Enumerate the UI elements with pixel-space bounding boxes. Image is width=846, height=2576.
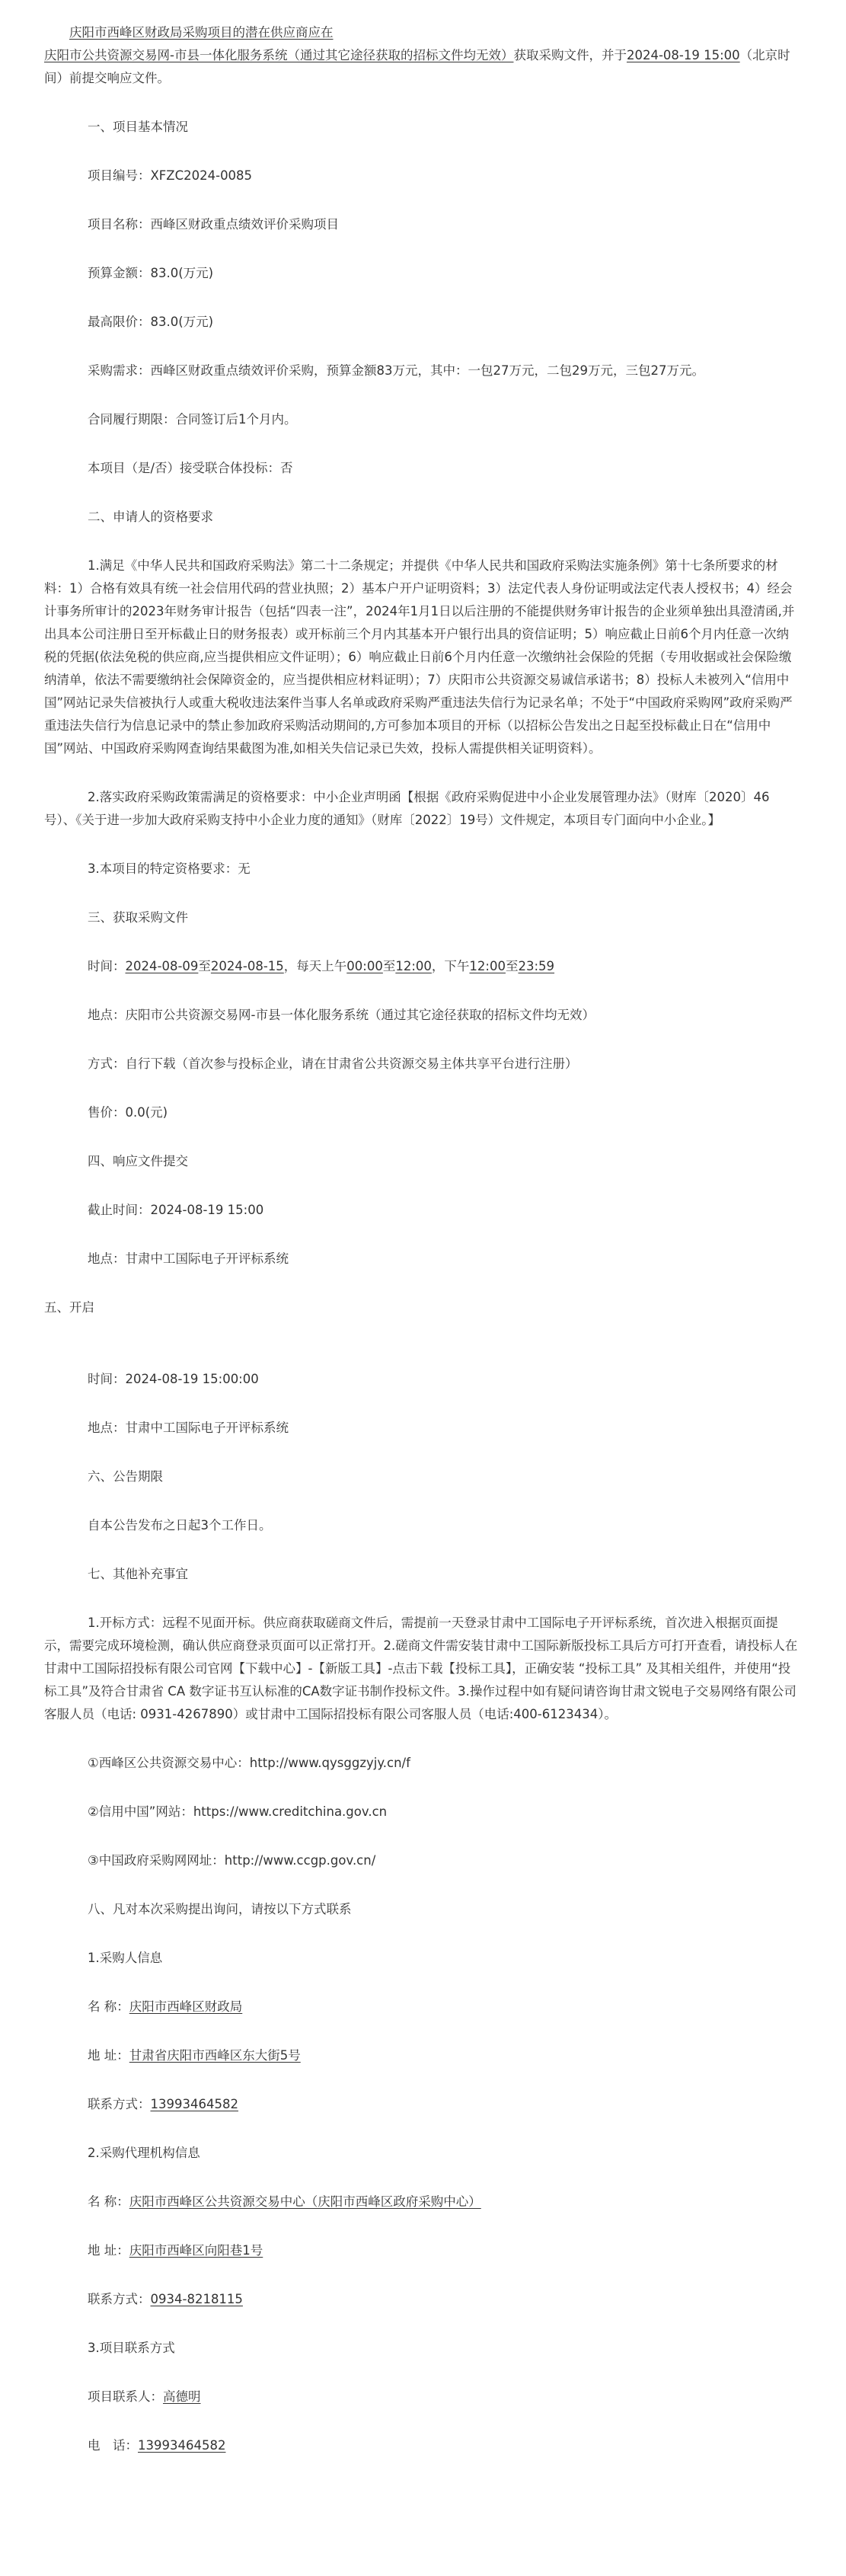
intro-deadline: 2024-08-19 15:00 xyxy=(626,48,740,62)
max-price: 最高限价：83.0(万元) xyxy=(88,315,214,329)
qualification-req-3: 3.本项目的特定资格要求：无 xyxy=(88,861,251,876)
intro-platform-link[interactable]: 庆阳市公共资源交易网-市县一体化服务系统（通过其它途径获取的招标文件均无效） xyxy=(44,48,514,62)
acquire-time: 时间：2024-08-09至2024-08-15，每天上午00:00至12:00，下午12:00至23:59 xyxy=(88,959,555,973)
opening-time: 时间：2024-08-19 15:00:00 xyxy=(88,1372,259,1386)
acquire-method: 方式：自行下载（首次参与投标企业，请在甘肃省公共资源交易主体共享平台进行注册） xyxy=(88,1056,578,1071)
section-2-title: 二、申请人的资格要求 xyxy=(88,510,213,524)
contract-term: 合同履行期限：合同签订后1个月内。 xyxy=(88,412,297,427)
qualification-req-1: 1.满足《中华人民共和国政府采购法》第二十二条规定；并提供《中华人民共和国政府采购法实施条例》第十七条所要求的材料：1）合格有效具有统一社会信用代码的营业执照；2）基本户开户证明资料；3）法定代表人身份证明或法定代表人授权书；4）经会计事务所审计的2023年财务审计报告（包括“四表一注”，2024年1月1日以后注册的不能提供财务审计报告的企业须单独出具澄清函,并出具本公司注册日至开标截止日的财务报表）或开标前三个月内其基本开户银行出具的资信证明；5）响应截止日前6个月内任意一次纳税的凭据(依法免税的供应商,应当提供相应文件证明）；6）响应截止日前6个月内任意一次缴纳社会保险的凭据（专用收据或社会保险缴纳清单，依法不需要缴纳社会保障资金的，应当提供相应材料证明）；7）庆阳市公共资源交易诚信承诺书；8）投标人未被列入“信用中国”网站记录失信被执行人或重大税收违法案件当事人名单或政府采购严重违法失信行为记录名单；不处于“中国政府采购网”政府采购严重违法失信行为信息记录中的禁止参加政府采购活动期间的,方可参加本项目的开标（以招标公告发出之日起至投标截止日在“信用中国”网站、中国政府采购网查询结果截图为准,如相关失信记录已失效，投标人需提供相关证明资料）。 xyxy=(44,558,795,756)
supplement-text: 1.开标方式：远程不见面开标。供应商获取磋商文件后，需提前一天登录甘肃中工国际电子开评标系统，首次进入根据页面提示，需要完成环境检测，确认供应商登录页面可以正常打开。2.磋商文件需安装甘肃中工国际新版投标工具后方可打开查看，请投标人在甘肃中工国际招投标有限公司官网【下载中心】-【新版工具】-点击下载【投标工具】，正确安装 “投标工具” 及其相关组件，并使用“投标工具”及符合甘肃省 CA 数字证书互认标准的CA数字证书制作投标文件。3.操作过程中如有疑问请咨询甘肃文锐电子交易网络有限公司客服人员（电话: 0931-4267890）或甘肃中工国际招投标有限公司客服人员（电话:400-6123434）。 xyxy=(44,1616,798,1721)
buyer-phone: 联系方式：13993464582 xyxy=(88,2097,238,2111)
intro-purchaser: 庆阳市西峰区财政局采购项目的潜在供应商应在 xyxy=(69,25,334,40)
submission-deadline: 截止时间：2024-08-19 15:00 xyxy=(88,1203,264,1217)
budget-amount: 预算金额：83.0(万元) xyxy=(88,266,214,280)
purchase-requirement: 采购需求：西峰区财政重点绩效评价采购，预算金额83万元，其中：一包27万元，二包29万元，三包27万元。 xyxy=(88,363,704,378)
contact-person: 项目联系人：高德明 xyxy=(88,2389,201,2404)
project-number: 项目编号：XFZC2024-0085 xyxy=(88,168,253,183)
qualification-req-2: 2.落实政府采购政策需满足的资格要求：中小企业声明函【根据《政府采购促进中小企业发展管理办法》（财库〔2020〕46号）、《关于进一步加大政府采购支持中小企业力度的通知》（财库〔2022〕19号）文件规定，本项目专门面向中小企业。】 xyxy=(44,790,770,827)
agent-address: 地 址：庆阳市西峰区向阳巷1号 xyxy=(88,2243,263,2258)
link-credit-china[interactable]: ②信用中国”网站：https://www.creditchina.gov.cn xyxy=(88,1804,388,1819)
project-name: 项目名称：西峰区财政重点绩效评价采购项目 xyxy=(88,217,339,232)
consortium-accepted: 本项目（是/否）接受联合体投标：否 xyxy=(88,461,293,475)
project-contact-title: 3.项目联系方式 xyxy=(88,2341,175,2355)
buyer-address: 地 址：甘肃省庆阳市西峰区东大街5号 xyxy=(88,2048,301,2063)
opening-place: 地点：甘肃中工国际电子开评标系统 xyxy=(88,1421,289,1435)
section-8-title: 八、凡对本次采购提出询问，请按以下方式联系 xyxy=(88,1902,352,1916)
section-4-title: 四、响应文件提交 xyxy=(88,1154,188,1168)
section-3-title: 三、获取采购文件 xyxy=(88,910,188,925)
submission-place: 地点：甘肃中工国际电子开评标系统 xyxy=(88,1251,289,1266)
link-trade-center[interactable]: ①西峰区公共资源交易中心：http://www.qysggzyjy.cn/f xyxy=(88,1756,410,1770)
contact-phone: 电 话：13993464582 xyxy=(88,2438,226,2453)
buyer-info-title: 1.采购人信息 xyxy=(88,1951,163,1965)
buyer-name: 名 称：庆阳市西峰区财政局 xyxy=(88,1999,243,2014)
end-date: 2024-08-15 xyxy=(210,959,284,973)
section-5-title: 五、开启 xyxy=(44,1300,94,1315)
section-1-title: 一、项目基本情况 xyxy=(88,120,188,134)
acquire-place: 地点：庆阳市公共资源交易网-市县一体化服务系统（通过其它途径获取的招标文件均无效） xyxy=(88,1008,595,1022)
section-6-title: 六、公告期限 xyxy=(88,1469,163,1484)
section-7-title: 七、其他补充事宜 xyxy=(88,1567,188,1581)
agent-phone: 联系方式：0934-8218115 xyxy=(88,2292,243,2306)
notice-period: 自本公告发布之日起3个工作日。 xyxy=(88,1518,272,1532)
agent-name: 名 称：庆阳市西峰区公共资源交易中心（庆阳市西峰区政府采购中心） xyxy=(88,2194,481,2209)
agent-info-title: 2.采购代理机构信息 xyxy=(88,2146,200,2160)
start-date: 2024-08-09 xyxy=(125,959,199,973)
link-ccgp[interactable]: ③中国政府采购网网址：http://www.ccgp.gov.cn/ xyxy=(88,1853,376,1868)
document-price: 售价：0.0(元) xyxy=(88,1105,168,1120)
intro-paragraph: 庆阳市西峰区财政局采购项目的潜在供应商应在庆阳市公共资源交易网-市县一体化服务系统（通过其它途径获取的招标文件均无效）获取采购文件，并于2024-08-19 15:00（北京时间）前提交响应文件。 xyxy=(44,25,790,85)
